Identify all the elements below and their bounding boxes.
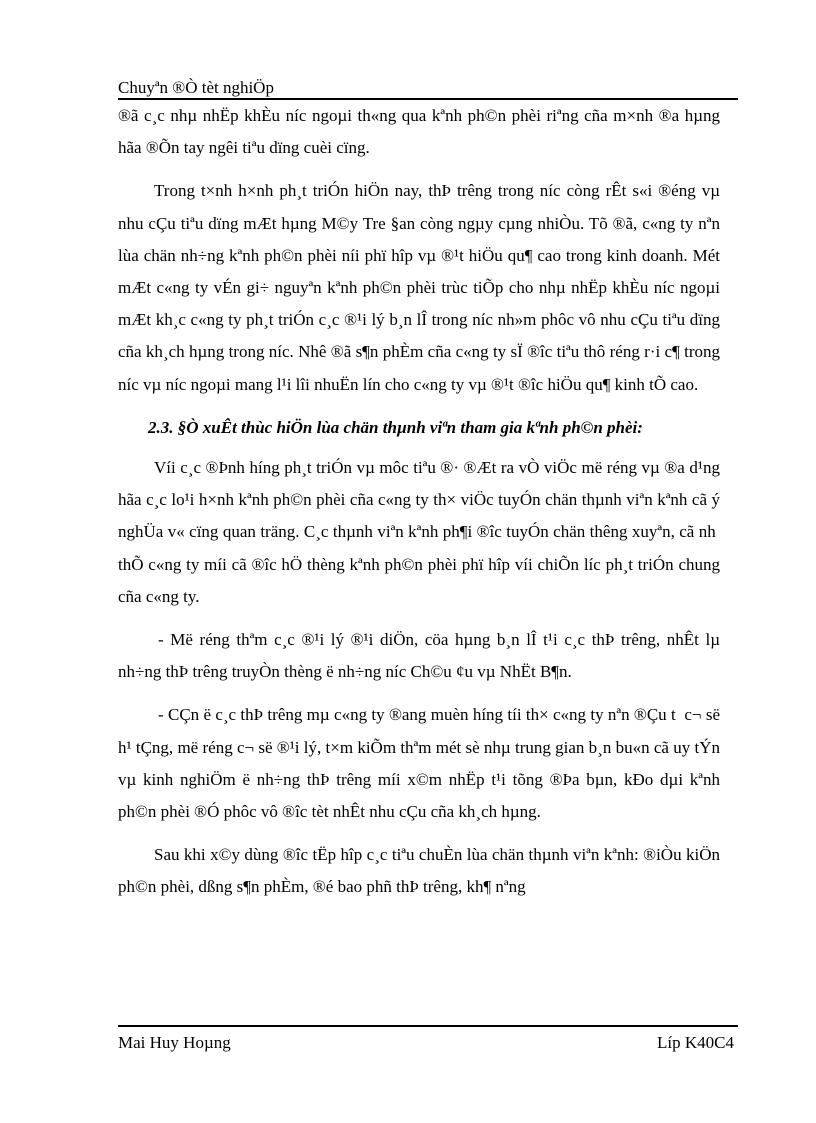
header-title: Chuyªn ®Ò tèt nghiÖp — [118, 78, 274, 97]
footer-author: Mai Huy Hoµng — [118, 1033, 231, 1052]
footer-rule — [118, 1025, 738, 1027]
paragraph-1: ®ã c¸c nhµ nhËp khÈu níc ngoµi th«ng qua kªnh ph©n phèi riªng cña m×nh ®a hµng hãa ®Õn tay ngêi tiªu dïng cuèi cïng. — [118, 106, 720, 158]
paragraph-3: Víi c¸c ®Þnh híng ph¸t triÓn vµ môc tiªu ®· ®Æt ra vÒ viÖc më réng vµ ®a d¹ng hãa c¸c lo¹i h×nh kªnh ph©n phèi cña c«ng ty th× viÖc tuyÓn chän thµnh viªn kªnh cã ý nghÜa v« cïng quan träng. C¸c thµnh viªn kªnh ph¶i ®îc tuyÓn chän thêng xuyªn, cã nh thÕ c«ng ty míi cã ®îc hÖ thèng kªnh ph©n phèi phï hîp víi chiÕn líc ph¸t triÓn chung cña c«ng ty. — [118, 458, 720, 606]
footer-class: Líp K40C4 — [657, 1033, 734, 1052]
body-text — [118, 100, 720, 915]
section-heading: 2.3. §Ò xuÊt thùc hiÖn lùa chän thµnh viªn tham gia kªnh ph©n phèi: — [148, 417, 643, 437]
paragraph-2: Trong t×nh h×nh ph¸t triÓn hiÖn nay, thÞ trêng trong níc còng rÊt s«i ®éng vµ nhu cÇu tiªu dïng mÆt hµng M©y Tre §an còng ngµy cµng nhiÒu. Tõ ®ã, c«ng ty nªn lùa chän nh÷ng kªnh ph©n phèi níi phï hîp vµ ®¹t hiÖu qu¶ cao trong kinh doanh. Mét mÆt c«ng ty vÉn gi÷ nguyªn kªnh ph©n phèi trùc tiÕp cho nhµ nhËp khÈu níc ngoµi mÆt kh¸c c«ng ty ph¸t triÓn c¸c ®¹i lý b¸n lÎ trong níc nh»m phôc vô nhu cÇu tiªu dïng cña kh¸ch hµng trong níc. Nhê ®ã s¶n phÈm cña c«ng ty sÏ ®îc tiªu thô réng r·i c¶ trong níc vµ níc ngoµi mang l¹i lîi nhuËn lín cho c«ng ty vµ ®¹t ®îc hiÖu qu¶ kinh tÕ cao. — [118, 181, 720, 394]
bullet-paragraph-1: - Më réng thªm c¸c ®¹i lý ®¹i diÖn, cöa hµng b¸n lÎ t¹i c¸c thÞ trêng, nhÊt lµ nh÷ng thÞ trêng truyÒn thèng ë nh÷ng níc Ch©u ¢u vµ NhËt B¶n. — [118, 630, 720, 682]
paragraph-4: Sau khi x©y dùng ®îc tËp hîp c¸c tiªu chuÈn lùa chän thµnh viªn kªnh: ®iÒu kiÖn ph©n phèi, dßng s¶n phÈm, ®é bao phñ thÞ trêng, kh¶ nªng — [118, 845, 720, 897]
bullet-paragraph-2: - CÇn ë c¸c thÞ trêng mµ c«ng ty ®ang muèn híng tíi th× c«ng ty nªn ®Çu t c¬ së h¹ tÇng, më réng c¬ së ®¹i lý, t×m kiÕm thªm mét sè nhµ trung gian b¸n bu«n cã uy tÝn vµ kinh nghiÖm ë nh÷ng thÞ trêng míi x©m nhËp t¹i tõng ®Þa bµn, kÐo dµi kªnh ph©n phèi ®Ó phôc vô ®îc tèt nhÊt nhu cÇu cña kh¸ch hµng. — [118, 705, 720, 822]
